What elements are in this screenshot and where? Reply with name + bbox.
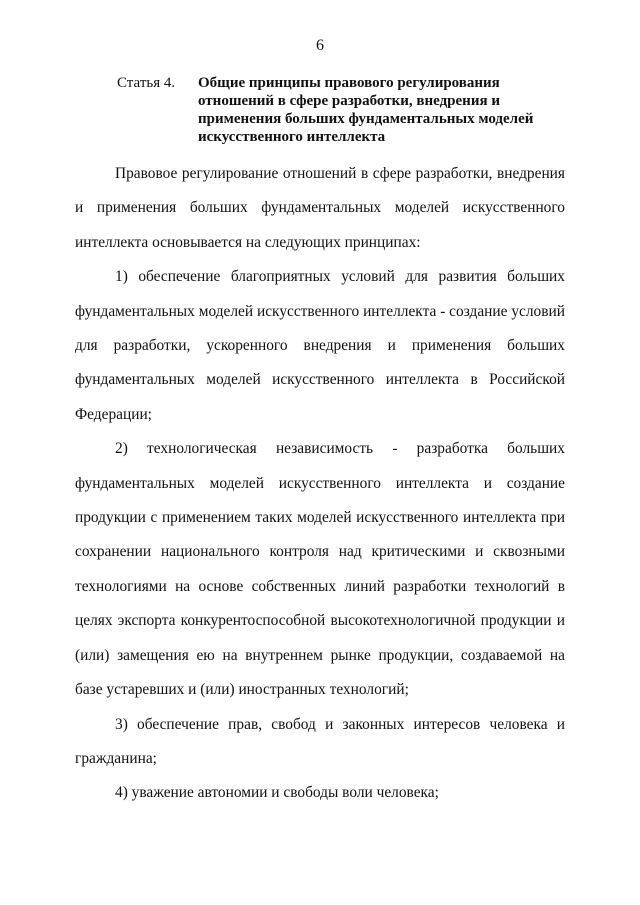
page-number: 6 — [316, 37, 324, 54]
paragraph-principle-2: 2) технологическая независимость - разработка больших фундаментальных моделей искусственного интеллекта и создание продукции с применением таких моделей искусственного интеллекта при сохранении национального контроля над критическими и сквозными технологиями на основе собственных линий разработки технологий в целях экспорта конкурентоспособной высокотехнологичной продукции и (или) замещения ею на внутреннем рынке продукции, создаваемой на базе устаревших и (или) иностранных технологий; — [75, 440, 565, 699]
paragraph-principle-1: 1) обеспечение благоприятных условий для развития больших фундаментальных моделей искусственного интеллекта - создание условий для разработки, ускоренного внедрения и применения больших фундаментальных моделей искусственного интеллекта в Российской Федерации; — [75, 268, 565, 423]
paragraph-principle-3: 3) обеспечение прав, свобод и законных интересов человека и гражданина; — [75, 715, 565, 767]
paragraph-intro: Правовое регулирование отношений в сфере разработки, внедрения и применения больших фундаментальных моделей искусственного интеллекта основывается на следующих принципах: — [75, 165, 565, 251]
paragraph-principle-4: 4) уважение автономии и свободы воли человека; — [115, 784, 439, 802]
article-body — [75, 157, 565, 811]
article-label: Статья 4. — [117, 75, 176, 91]
article-title: Общие принципы правового регулирования отношений в сфере разработки, внедрения и применения больших фундаментальных моделей искусственного интеллекта — [198, 75, 534, 145]
